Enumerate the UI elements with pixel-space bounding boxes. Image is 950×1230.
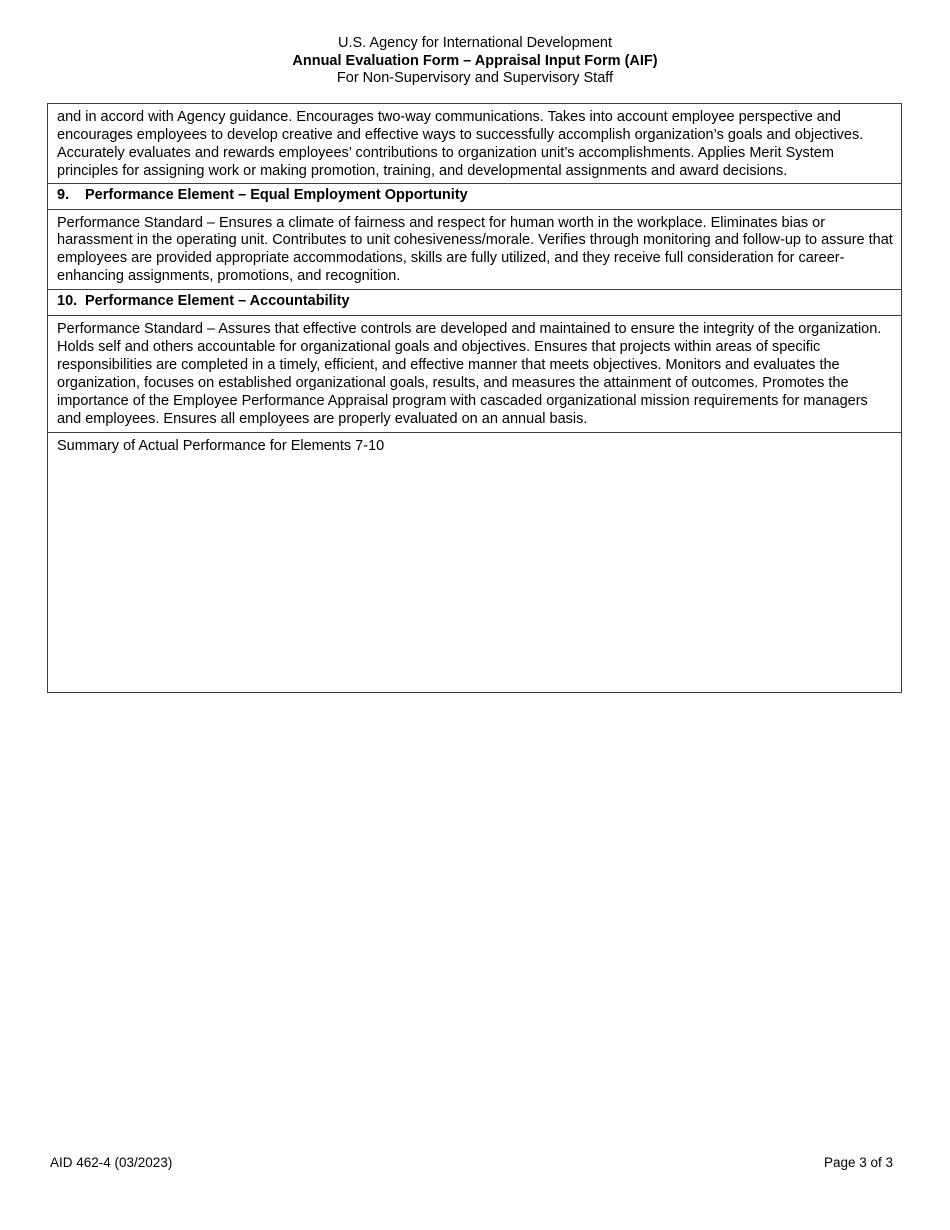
element-title: Performance Element – Accountability xyxy=(85,293,350,310)
summary-label: Summary of Actual Performance for Elements 7-10 xyxy=(57,437,385,454)
summary-field[interactable] xyxy=(48,433,901,692)
element-number: 10. xyxy=(57,293,78,310)
element-title: Performance Element – Equal Employment Opportunity xyxy=(85,186,468,203)
agency-name: U.S. Agency for International Development xyxy=(337,35,613,51)
element-9-standard: Performance Standard – Ensures a climate of fairness and respect for human worth in the workplace. Eliminates bias or harassment in the operating unit. Contributes to unit cohesiveness/morale. Verifies through monitoring and follow-up to assure that employees are provided appropriate accommodations, skills are fully utilized, and they receive full consideration for career-enhancing assignments, promotions, and recognition. xyxy=(48,210,901,291)
form-subtitle: For Non-Supervisory and Supervisory Staff xyxy=(336,70,614,86)
form-header xyxy=(0,35,950,88)
page-number: Page 3 of 3 xyxy=(823,1155,893,1170)
performance-elements-table xyxy=(47,103,902,693)
element-number: 9. xyxy=(57,186,70,203)
element-10-standard: Performance Standard – Assures that effective controls are developed and maintained to ensure the integrity of the organization. Holds self and others accountable for organizational goals and objectives. Ensures that projects within areas of specific responsibilities are completed in a timely, efficient, and effective manner that meets objectives. Monitors and evaluates the organization, focuses on established organizational goals, results, and measures the attainment of outcomes. Promotes the importance of the Employee Performance Appraisal program with cascaded organizational mission requirements for managers and employees. Ensures all employees are properly evaluated on an annual basis. xyxy=(48,316,901,432)
form-title: Annual Evaluation Form – Appraisal Input Form (AIF) xyxy=(292,52,658,69)
element-10-heading xyxy=(48,290,901,316)
continued-standard-text: and in accord with Agency guidance. Encourages two-way communications. Takes into account employee perspective and encourages employees to develop creative and effective ways to successfully accomplish organization’s goals and objectives. Accurately evaluates and rewards employees’ contributions to organization unit’s accomplishments. Applies Merit System principles for assigning work or making promotion, training, and developmental assignments and award decisions. xyxy=(48,104,901,184)
element-9-heading xyxy=(48,184,901,210)
form-number: AID 462-4 (03/2023) xyxy=(50,1155,173,1170)
